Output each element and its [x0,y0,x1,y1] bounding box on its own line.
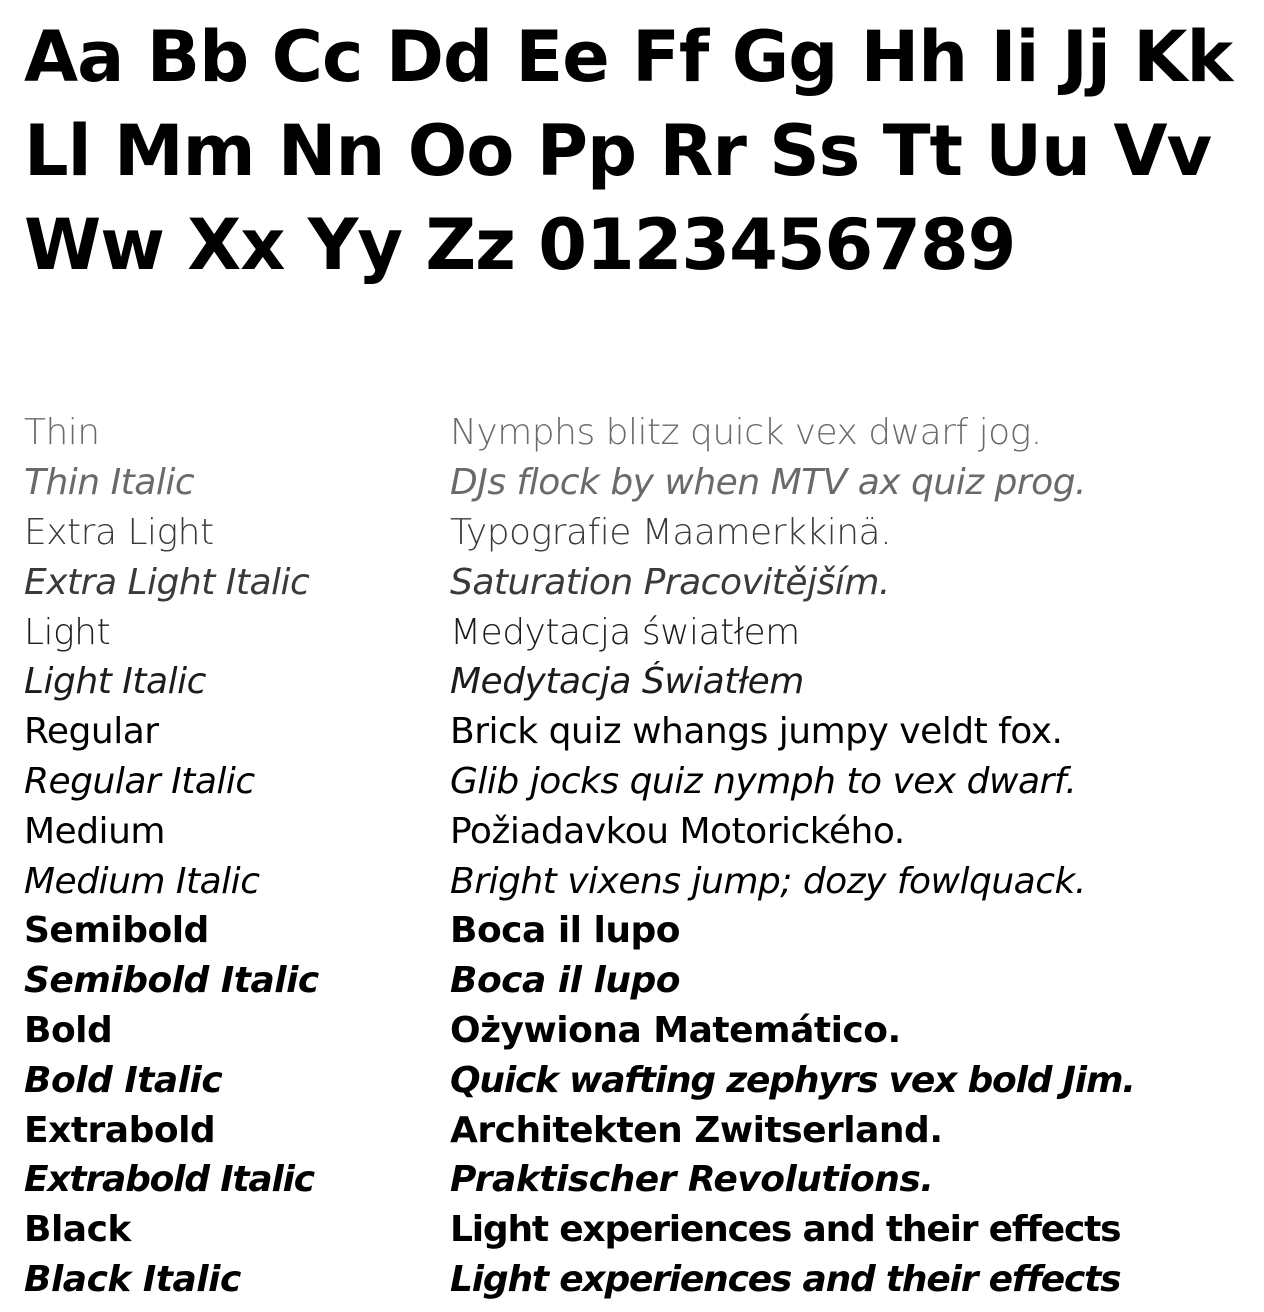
specimen-row-black [24,1205,1254,1255]
sample-text: DJs flock by when MTV ax quiz prog. [450,462,1087,504]
specimen-row-bold-italic [24,1055,1254,1105]
specimen-row-thin-italic [24,458,1254,508]
sample-text: Glib jocks quiz nymph to vex dwarf. [450,760,1077,802]
specimen-row-regular-italic [24,757,1254,807]
weight-name: Light Italic [24,661,206,703]
specimen-row-semibold-italic [24,956,1254,1006]
weight-name: Extra Light [24,511,214,553]
weight-name: Medium [24,810,165,852]
sample-text: Typografie Maamerkkinä. [450,511,892,553]
sample-text: Boca il lupo [450,960,681,1002]
weight-name: Medium Italic [24,860,260,902]
specimen-row-extra-light-italic [24,557,1254,607]
weight-name: Black Italic [24,1258,241,1300]
sample-text: Medytacja Światłem [450,661,804,703]
specimen-row-medium [24,806,1254,856]
specimen-row-light [24,607,1254,657]
alphabet-line-3: Ww Xx Yy Zz 0123456789 [24,204,1016,286]
weight-name: Black [24,1209,131,1251]
weight-name: Thin Italic [24,462,195,504]
sample-text: Brick quiz whangs jumpy veldt fox. [450,711,1063,753]
sample-text: Praktischer Revolutions. [450,1159,934,1201]
specimen-row-bold [24,1006,1254,1056]
sample-text: Quick wafting zephyrs vex bold Jim. [450,1059,1135,1101]
sample-text: Bright vixens jump; dozy fowlquack. [450,860,1086,902]
sample-text: Boca il lupo [450,910,681,952]
weight-name: Regular Italic [24,760,255,802]
specimen-row-medium-italic [24,856,1254,906]
specimen-row-extrabold-italic [24,1155,1254,1205]
specimen-row-thin [24,408,1254,458]
specimen-row-extra-light [24,508,1254,558]
weight-name: Extrabold [24,1109,216,1151]
alphabet-line-2: Ll Mm Nn Oo Pp Rr Ss Tt Uu Vv [24,110,1212,192]
weight-name: Semibold [24,910,209,952]
alphabet-line-1: Aa Bb Cc Dd Ee Ff Gg Hh Ii Jj Kk [24,16,1233,98]
sample-text: Architekten Zwitserland. [450,1109,943,1151]
weight-name: Thin [24,412,100,454]
weight-name: Light [24,611,111,653]
specimen-row-light-italic [24,657,1254,707]
weight-specimen-list [24,408,1254,1304]
weight-name: Bold Italic [24,1059,223,1101]
weight-name: Extrabold Italic [24,1159,314,1201]
sample-text: Požiadavkou Motorického. [450,810,905,852]
sample-text: Saturation Pracovitějším. [450,561,890,603]
sample-text: Medytacja światłem [450,611,800,653]
sample-text: Light experiences and their effects [450,1209,1121,1251]
weight-name: Semibold Italic [24,960,319,1002]
specimen-row-semibold [24,906,1254,956]
specimen-row-regular [24,707,1254,757]
sample-text: Nymphs blitz quick vex dwarf jog. [450,412,1042,454]
alphabet-showcase [24,10,1260,292]
weight-name: Regular [24,711,159,753]
weight-name: Extra Light Italic [24,561,310,603]
sample-text: Ożywiona Matemático. [450,1009,901,1051]
specimen-row-black-italic [24,1255,1254,1305]
weight-name: Bold [24,1009,113,1051]
sample-text: Light experiences and their effects [450,1258,1121,1300]
specimen-row-extrabold [24,1105,1254,1155]
